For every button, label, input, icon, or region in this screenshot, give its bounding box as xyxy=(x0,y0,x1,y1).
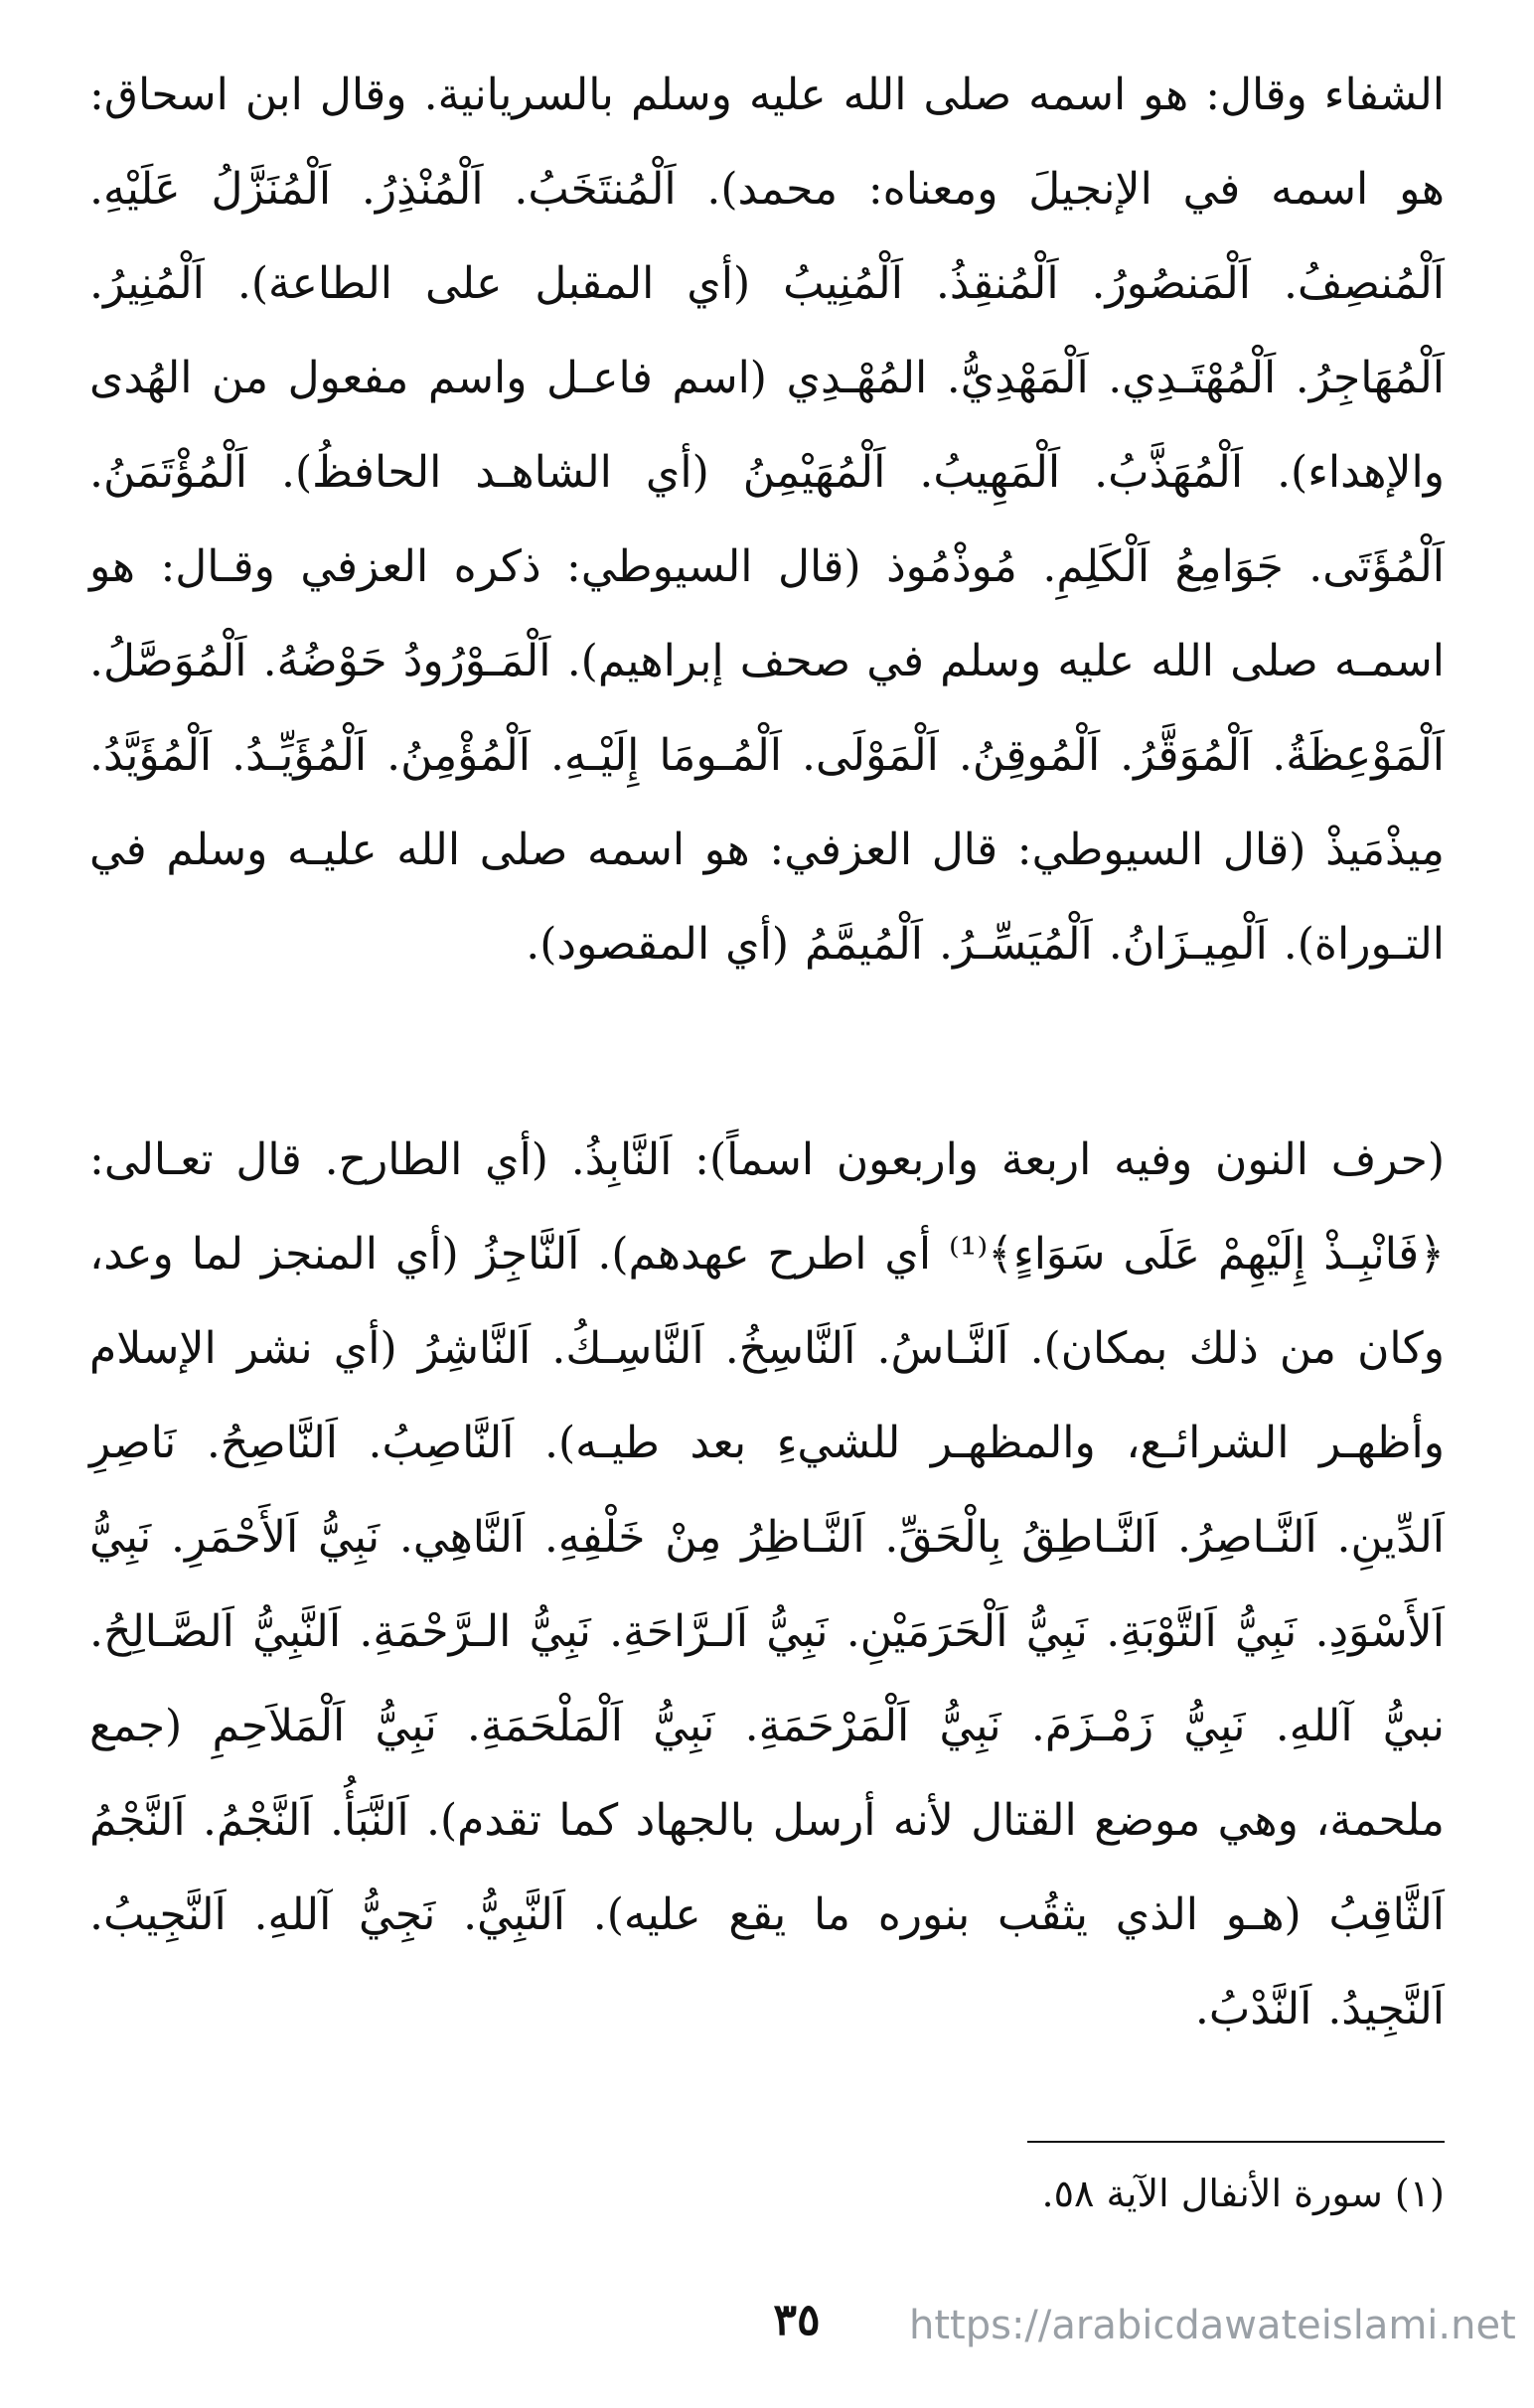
footnote-divider xyxy=(1027,2141,1445,2143)
footnote: (١) سورة الأنفال الآية ٥٨. xyxy=(1041,2172,1445,2215)
main-text-block-2 xyxy=(89,1113,1445,2056)
paragraph-names-mim: الشفاء وقال: هو اسمه صلى الله عليه وسلم بالسريانية. وقال ابن اسحاق: هو اسمه في الإنجيلَ ومعناه: محمد). اَلْمُنتَخَبُ. اَلْمُنْذِرُ. اَلْمُنَزَّلُ عَلَيْهِ. اَلْمُنصِفُ. اَلْمَنصُورُ. اَلْمُنقِذُ. اَلْمُنِيبُ (أي المقبل على الطاعة). اَلْمُنِيرُ. اَلْمُهَاجِرُ. اَلْمُهْتَـدِي. اَلْمَهْدِيُّ. المُهْـدِي (اسم فاعـل واسم مفعول من الهُدى والإهداء). اَلْمُهَذَّبُ. اَلْمَهِيبُ. اَلْمُهَيْمِنُ (أي الشاهـد الحافظُ). اَلْمُؤْتَمَنُ. اَلْمُؤَتَى. جَوَامِعُ اَلْكَلِمِ. مُوذْمُوذ (قال السيوطي: ذكره العزفي وقـال: هو اسمـه صلى الله عليه وسلم في صحف إبراهيم). اَلْمَـوْرُودُ حَوْضُهُ. اَلْمُوَصَّلُ. اَلْمَوْعِظَةُ. اَلْمُوَقَّرُ. اَلْمُوقِنُ. اَلْمَوْلَى. اَلْمُـومَا إِلَيْـهِ. اَلْمُؤْمِنُ. اَلْمُؤَيِّـدُ. اَلْمُؤَيَّدُ. مِيذْمَيذْ (قال السيوطي: قال العزفي: هو اسمه صلى الله عليـه وسلم في التـوراة). اَلْمِيـزَانُ. اَلْمُيَسِّـرُ. اَلْمُيمَّمُ (أي المقصود). xyxy=(89,70,1445,970)
page-number: ٣٥ xyxy=(773,2295,821,2345)
paragraph-names-nun: (حرف النون وفيه اربعة واربعون اسماً): اَلنَّابِذُ. (أي الطارح. قال تعـالى: ﴿فَانْبِـذْ إِلَيْهِمْ عَلَى سَوَاءٍ﴾⁽¹⁾ أي اطرح عهدهم). اَلنَّاجِزُ (أي المنجز لما وعد، وكان من ذلك بمكان). اَلنَّـاسُ. اَلنَّاسِخُ. اَلنَّاسِـكُ. اَلنَّاشِرُ (أي نشر الإسلام وأظهـر الشرائـع، والمظهـر للشيءِ بعد طيـه). اَلنَّاصِبُ. اَلنَّاصِحُ. نَاصِرِ اَلدِّينِ. اَلنَّـاصِرُ. اَلنَّـاطِقُ بِالْحَقِّ. اَلنَّـاظِرُ مِنْ خَلْفِهِ. اَلنَّاهِي. نَبِيُّ اَلأَحْمَرِ. نَبِيُّ اَلأَسْوَدِ. نَبِيُّ اَلتَّوْبَةِ. نَبِيُّ اَلْحَرَمَيْنِ. نَبِيُّ اَلـرَّاحَةِ. نَبِيُّ الـرَّحْمَةِ. اَلنَّبِيُّ اَلصَّـالِحُ. نبيُّ آللهِ. نَبِيُّ زَمْـزَمَ. نَبِيُّ اَلْمَرْحَمَةِ. نَبِيُّ اَلْمَلْحَمَةِ. نَبِيُّ اَلْمَلاَحِمِ (جمع ملحمة، وهي موضع القتال لأنه أرسل بالجهاد كما تقدم). اَلنَّبَأُ. اَلنَّجْمُ. اَلنَّجْمُ اَلثَّاقِبُ (هـو الذي يثقُب بنوره ما يقع عليه). اَلنَّبِيُّ. نَجِيُّ آللهِ. اَلنَّجِيبُ. اَلنَّجِيدُ. اَلنَّدْبُ. xyxy=(89,1134,1445,2034)
watermark-url: https://arabicdawateislami.net xyxy=(909,2303,1516,2348)
main-text-block-1 xyxy=(89,48,1445,991)
